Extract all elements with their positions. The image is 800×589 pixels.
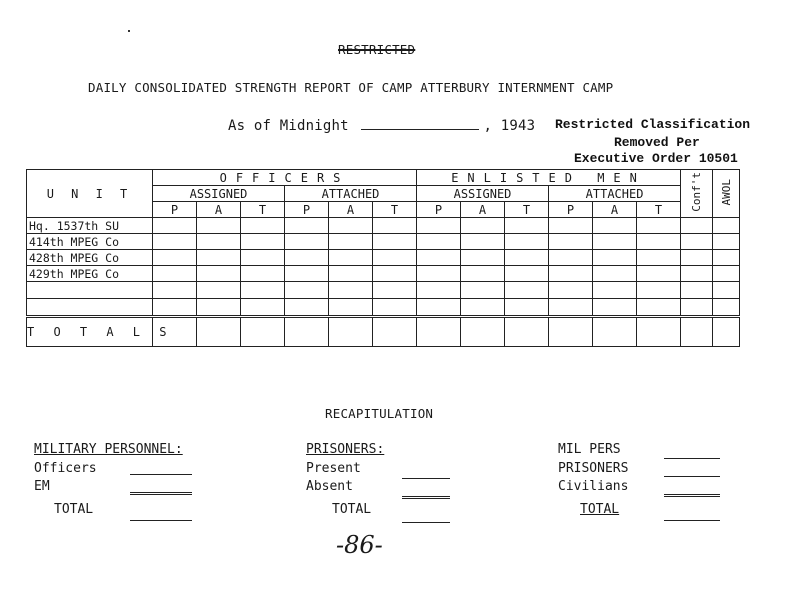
col-a: A <box>197 202 241 218</box>
report-title: DAILY CONSOLIDATED STRENGTH REPORT OF CAMP ATTERBURY INTERNMENT CAMP <box>88 80 614 95</box>
declassification-stamp-line1: Restricted Classification <box>555 117 751 132</box>
table-row <box>27 234 740 250</box>
mil-pers-blank <box>664 458 720 459</box>
officers-attached-header: ATTACHED <box>285 186 417 202</box>
absent-label: Absent <box>306 479 353 494</box>
page-number: -86- <box>336 531 383 559</box>
prisoners-heading: PRISONERS: <box>306 442 385 457</box>
table-row <box>27 218 740 234</box>
military-total-blank <box>130 520 192 521</box>
enlisted-men-header: ENLISTED MEN <box>417 170 681 186</box>
em-blank <box>130 492 192 495</box>
col-t: T <box>637 202 681 218</box>
summary-total-label: TOTAL <box>580 501 620 517</box>
awol-label: AWOL <box>719 178 733 206</box>
col-t: T <box>505 202 549 218</box>
unit-name: 414th MPEG Co <box>27 234 153 250</box>
unit-name: 429th MPEG Co <box>27 266 153 282</box>
military-personnel-section <box>34 442 183 520</box>
table-row <box>27 299 740 317</box>
col-a: A <box>461 202 505 218</box>
col-t: T <box>373 202 417 218</box>
col-p: P <box>153 202 197 218</box>
absent-blank <box>402 496 450 499</box>
military-total-label: TOTAL <box>54 501 94 517</box>
officers-header: OFFICERS <box>153 170 417 186</box>
enlisted-assigned-header: ASSIGNED <box>417 186 549 202</box>
col-t: T <box>241 202 285 218</box>
col-a: A <box>329 202 373 218</box>
summary-section <box>558 442 628 520</box>
recapitulation-title: RECAPITULATION <box>325 406 434 421</box>
em-label: EM <box>34 479 50 494</box>
as-of-year: , 1943 <box>483 118 536 134</box>
table-row <box>27 282 740 299</box>
present-label: Present <box>306 460 361 476</box>
col-p: P <box>285 202 329 218</box>
military-personnel-heading: MILITARY PERSONNEL: <box>34 442 183 457</box>
unit-name: Hq. 1537th SU <box>27 218 153 234</box>
col-a: A <box>593 202 637 218</box>
classification-marking: RESTRICTED <box>338 42 416 57</box>
officers-blank <box>130 474 192 475</box>
conft-header <box>681 170 713 218</box>
awol-header <box>713 170 740 218</box>
totals-label: T O T A L S <box>27 317 153 347</box>
totals-row <box>27 317 740 347</box>
prisoners-section <box>306 442 384 520</box>
officers-assigned-header: ASSIGNED <box>153 186 285 202</box>
table-row <box>27 250 740 266</box>
col-p: P <box>549 202 593 218</box>
col-p: P <box>417 202 461 218</box>
civilians-label: Civilians <box>558 479 629 494</box>
conft-label: Conf't <box>690 172 704 212</box>
prisoners-blank <box>664 476 720 477</box>
declassification-stamp-line3: Executive Order 10501 <box>574 151 738 166</box>
speck <box>128 30 130 32</box>
as-of-line <box>228 117 535 134</box>
unit-header: U N I T <box>27 170 153 218</box>
as-of-label: As of Midnight <box>228 118 349 134</box>
enlisted-attached-header: ATTACHED <box>549 186 681 202</box>
declassification-stamp-line2: Removed Per <box>614 135 700 150</box>
civilians-blank <box>664 494 720 497</box>
mil-pers-label: MIL PERS <box>558 442 621 457</box>
table-row <box>27 266 740 282</box>
present-blank <box>402 478 450 479</box>
officers-label: Officers <box>34 460 97 476</box>
prisoners-label: PRISONERS <box>558 460 629 476</box>
prisoners-total-blank <box>402 522 450 523</box>
prisoners-total-label: TOTAL <box>332 501 372 517</box>
strength-table <box>26 169 740 347</box>
date-blank <box>361 117 479 130</box>
unit-name: 428th MPEG Co <box>27 250 153 266</box>
summary-total-blank <box>664 520 720 521</box>
